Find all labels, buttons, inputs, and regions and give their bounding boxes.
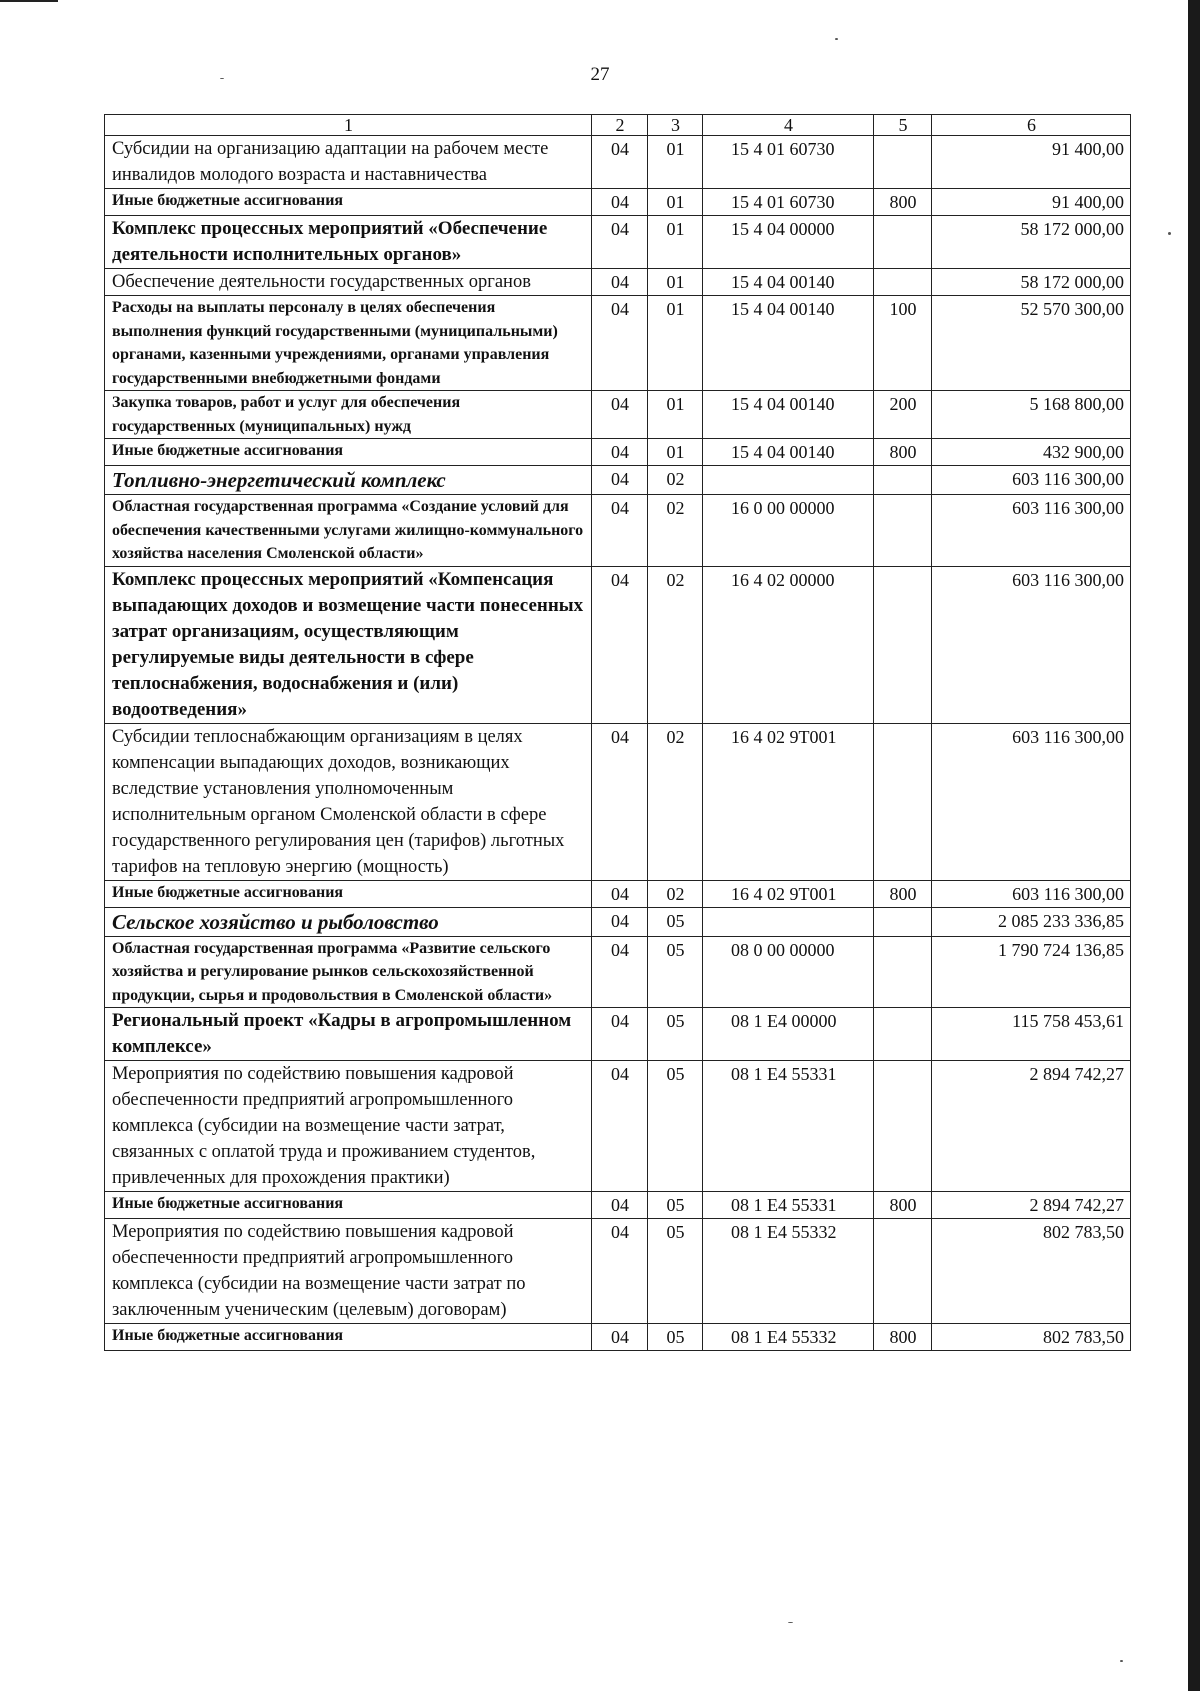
table-row <box>105 1192 1131 1219</box>
budget-table <box>104 114 1131 1351</box>
expense-name-cell: Закупка товаров, работ и услуг для обеспечения государственных (муниципальных) нужд <box>105 391 592 439</box>
amount-cell: 603 116 300,00 <box>932 566 1131 723</box>
amount-cell: 2 085 233 336,85 <box>932 907 1131 936</box>
scan-speck <box>1168 232 1171 235</box>
expense-type-cell <box>874 216 932 269</box>
section-code-cell: 04 <box>592 936 648 1008</box>
column-header-2: 2 <box>592 115 648 136</box>
subsection-code-cell: 05 <box>648 1192 703 1219</box>
section-code-cell: 04 <box>592 439 648 466</box>
expense-type-cell: 800 <box>874 1324 932 1351</box>
subsection-code-cell: 02 <box>648 880 703 907</box>
target-article-cell: 15 4 04 00000 <box>703 216 874 269</box>
expense-name-cell: Региональный проект «Кадры в агропромышленном комплексе» <box>105 1008 592 1061</box>
target-article-cell: 16 0 00 00000 <box>703 495 874 567</box>
target-article-cell: 15 4 01 60730 <box>703 136 874 189</box>
amount-cell: 1 790 724 136,85 <box>932 936 1131 1008</box>
expense-type-cell: 800 <box>874 880 932 907</box>
table-row <box>105 269 1131 296</box>
target-article-cell: 15 4 01 60730 <box>703 189 874 216</box>
expense-type-cell <box>874 136 932 189</box>
section-code-cell: 04 <box>592 216 648 269</box>
subsection-code-cell: 02 <box>648 723 703 880</box>
expense-name-cell: Областная государственная программа «Развитие сельского хозяйства и регулирование рынков сельскохозяйственной продукции, сырья и продовольствия в Смоленской области» <box>105 936 592 1008</box>
expense-type-cell <box>874 1061 932 1192</box>
amount-cell: 802 783,50 <box>932 1324 1131 1351</box>
target-article-cell: 08 0 00 00000 <box>703 936 874 1008</box>
budget-table-body <box>105 115 1131 1351</box>
expense-type-cell: 100 <box>874 296 932 391</box>
amount-cell: 603 116 300,00 <box>932 495 1131 567</box>
expense-type-cell <box>874 723 932 880</box>
subsection-code-cell: 05 <box>648 907 703 936</box>
subsection-code-cell: 02 <box>648 466 703 495</box>
amount-cell: 802 783,50 <box>932 1219 1131 1324</box>
target-article-cell <box>703 907 874 936</box>
subsection-code-cell: 05 <box>648 1324 703 1351</box>
expense-name-cell: Субсидии на организацию адаптации на рабочем месте инвалидов молодого возраста и наставничества <box>105 136 592 189</box>
section-code-cell: 04 <box>592 466 648 495</box>
section-code-cell: 04 <box>592 296 648 391</box>
table-row <box>105 495 1131 567</box>
section-code-cell: 04 <box>592 723 648 880</box>
expense-type-cell <box>874 566 932 723</box>
table-row <box>105 907 1131 936</box>
section-code-cell: 04 <box>592 495 648 567</box>
amount-cell: 603 116 300,00 <box>932 723 1131 880</box>
amount-cell: 2 894 742,27 <box>932 1192 1131 1219</box>
scan-speck <box>1120 1660 1123 1662</box>
table-row <box>105 723 1131 880</box>
target-article-cell: 08 1 Е4 00000 <box>703 1008 874 1061</box>
amount-cell: 603 116 300,00 <box>932 466 1131 495</box>
expense-type-cell <box>874 495 932 567</box>
amount-cell: 91 400,00 <box>932 189 1131 216</box>
section-code-cell: 04 <box>592 189 648 216</box>
column-header-1: 1 <box>105 115 592 136</box>
expense-type-cell: 800 <box>874 1192 932 1219</box>
expense-name-cell: Комплекс процессных мероприятий «Компенсация выпадающих доходов и возмещение части понесенных затрат организациям, осуществляющим регулируемые виды деятельности в сфере теплоснабжения, водоснабжения и (или) водоотведения» <box>105 566 592 723</box>
scan-speck <box>788 1622 793 1623</box>
table-row <box>105 1008 1131 1061</box>
section-code-cell: 04 <box>592 1061 648 1192</box>
expense-type-cell <box>874 1219 932 1324</box>
target-article-cell <box>703 466 874 495</box>
amount-cell: 432 900,00 <box>932 439 1131 466</box>
column-number-header-row <box>105 115 1131 136</box>
column-header-6: 6 <box>932 115 1131 136</box>
subsection-code-cell: 05 <box>648 1219 703 1324</box>
expense-type-cell <box>874 269 932 296</box>
target-article-cell: 15 4 04 00140 <box>703 296 874 391</box>
subsection-code-cell: 05 <box>648 1061 703 1192</box>
amount-cell: 52 570 300,00 <box>932 296 1131 391</box>
expense-name-cell: Расходы на выплаты персоналу в целях обеспечения выполнения функций государственными (муниципальными) органами, казенными учреждениями, органами управления государственными внебюджетными фондами <box>105 296 592 391</box>
expense-name-cell: Топливно-энергетический комплекс <box>105 466 592 495</box>
table-row <box>105 296 1131 391</box>
expense-type-cell <box>874 936 932 1008</box>
target-article-cell: 08 1 Е4 55331 <box>703 1192 874 1219</box>
amount-cell: 91 400,00 <box>932 136 1131 189</box>
table-row <box>105 1219 1131 1324</box>
expense-name-cell: Мероприятия по содействию повышения кадровой обеспеченности предприятий агропромышленного комплекса (субсидии на возмещение части затрат по заключенным ученическим (целевым) договорам) <box>105 1219 592 1324</box>
amount-cell: 115 758 453,61 <box>932 1008 1131 1061</box>
expense-name-cell: Обеспечение деятельности государственных органов <box>105 269 592 296</box>
section-code-cell: 04 <box>592 1219 648 1324</box>
target-article-cell: 15 4 04 00140 <box>703 439 874 466</box>
expense-name-cell: Субсидии теплоснабжающим организациям в целях компенсации выпадающих доходов, возникающих вследствие установления уполномоченным исполнительным органом Смоленской области в сфере государственного регулирования цен (тарифов) льготных тарифов на тепловую энергию (мощность) <box>105 723 592 880</box>
amount-cell: 58 172 000,00 <box>932 216 1131 269</box>
table-row <box>105 1324 1131 1351</box>
subsection-code-cell: 05 <box>648 1008 703 1061</box>
table-row <box>105 1061 1131 1192</box>
table-row <box>105 566 1131 723</box>
subsection-code-cell: 02 <box>648 495 703 567</box>
section-code-cell: 04 <box>592 391 648 439</box>
expense-type-cell <box>874 907 932 936</box>
table-row <box>105 136 1131 189</box>
expense-name-cell: Иные бюджетные ассигнования <box>105 1324 592 1351</box>
table-row <box>105 189 1131 216</box>
table-row <box>105 880 1131 907</box>
subsection-code-cell: 01 <box>648 439 703 466</box>
amount-cell: 5 168 800,00 <box>932 391 1131 439</box>
expense-type-cell: 800 <box>874 439 932 466</box>
amount-cell: 603 116 300,00 <box>932 880 1131 907</box>
target-article-cell: 08 1 Е4 55331 <box>703 1061 874 1192</box>
target-article-cell: 16 4 02 9Т001 <box>703 880 874 907</box>
scan-edge <box>1188 0 1200 1691</box>
target-article-cell: 15 4 04 00140 <box>703 391 874 439</box>
scan-corner-mark <box>0 0 58 2</box>
amount-cell: 58 172 000,00 <box>932 269 1131 296</box>
table-row <box>105 439 1131 466</box>
subsection-code-cell: 02 <box>648 566 703 723</box>
scan-speck <box>835 38 838 40</box>
column-header-4: 4 <box>703 115 874 136</box>
target-article-cell: 08 1 Е4 55332 <box>703 1324 874 1351</box>
section-code-cell: 04 <box>592 269 648 296</box>
subsection-code-cell: 01 <box>648 269 703 296</box>
table-row <box>105 216 1131 269</box>
expense-name-cell: Мероприятия по содействию повышения кадровой обеспеченности предприятий агропромышленного комплекса (субсидии на возмещение части затрат, связанных с оплатой труда и проживанием студентов, привлеченных для прохождения практики) <box>105 1061 592 1192</box>
table-row <box>105 466 1131 495</box>
expense-type-cell: 200 <box>874 391 932 439</box>
subsection-code-cell: 01 <box>648 136 703 189</box>
expense-type-cell: 800 <box>874 189 932 216</box>
table-row <box>105 391 1131 439</box>
expense-name-cell: Иные бюджетные ассигнования <box>105 880 592 907</box>
expense-name-cell: Сельское хозяйство и рыболовство <box>105 907 592 936</box>
page-number: 27 <box>590 64 610 85</box>
target-article-cell: 08 1 Е4 55332 <box>703 1219 874 1324</box>
section-code-cell: 04 <box>592 880 648 907</box>
amount-cell: 2 894 742,27 <box>932 1061 1131 1192</box>
subsection-code-cell: 01 <box>648 189 703 216</box>
section-code-cell: 04 <box>592 1008 648 1061</box>
table-row <box>105 936 1131 1008</box>
expense-type-cell <box>874 1008 932 1061</box>
column-header-5: 5 <box>874 115 932 136</box>
expense-type-cell <box>874 466 932 495</box>
section-code-cell: 04 <box>592 1192 648 1219</box>
target-article-cell: 15 4 04 00140 <box>703 269 874 296</box>
column-header-3: 3 <box>648 115 703 136</box>
expense-name-cell: Иные бюджетные ассигнования <box>105 189 592 216</box>
subsection-code-cell: 01 <box>648 216 703 269</box>
expense-name-cell: Иные бюджетные ассигнования <box>105 1192 592 1219</box>
subsection-code-cell: 05 <box>648 936 703 1008</box>
target-article-cell: 16 4 02 00000 <box>703 566 874 723</box>
section-code-cell: 04 <box>592 1324 648 1351</box>
subsection-code-cell: 01 <box>648 391 703 439</box>
expense-name-cell: Областная государственная программа «Создание условий для обеспечения качественными услугами жилищно-коммунального хозяйства населения Смоленской области» <box>105 495 592 567</box>
section-code-cell: 04 <box>592 566 648 723</box>
target-article-cell: 16 4 02 9Т001 <box>703 723 874 880</box>
expense-name-cell: Иные бюджетные ассигнования <box>105 439 592 466</box>
subsection-code-cell: 01 <box>648 296 703 391</box>
expense-name-cell: Комплекс процессных мероприятий «Обеспечение деятельности исполнительных органов» <box>105 216 592 269</box>
section-code-cell: 04 <box>592 907 648 936</box>
section-code-cell: 04 <box>592 136 648 189</box>
